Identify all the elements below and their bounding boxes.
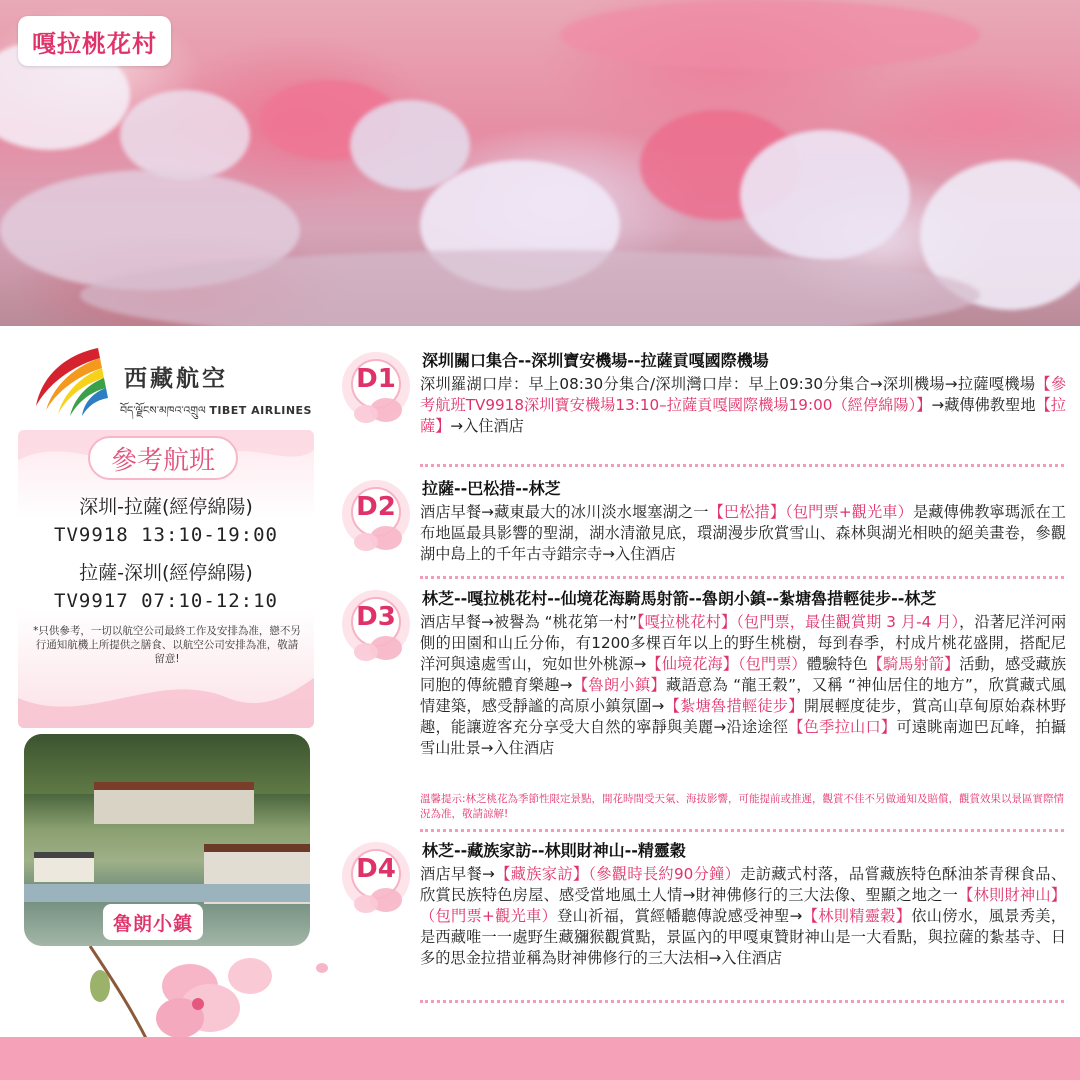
- highlight-text: 【紮塘魯措輕徒步】: [664, 697, 804, 715]
- highlight-text: 【拉薩】: [420, 396, 1066, 435]
- building: [34, 852, 94, 882]
- airline-name-chinese: 西藏航空: [124, 365, 228, 392]
- day-title: 深圳關口集合--深圳寶安機場--拉薩貢嘎國際機場: [422, 351, 769, 370]
- building: [94, 782, 254, 824]
- day-description: [420, 864, 1066, 969]
- river: [24, 884, 310, 902]
- blossom-tree: [560, 0, 980, 70]
- day-title: 林芝--藏族家訪--林則財神山--精靈穀: [422, 841, 686, 860]
- day-title: 拉薩--巴松措--林芝: [422, 479, 561, 498]
- day-description: [420, 612, 1066, 759]
- highlight-text: 【色季拉山口】: [788, 718, 897, 736]
- highlight-text: 【魯朗小鎮】: [572, 676, 666, 694]
- description-text: 藏語意為 “龍王穀”，又稱 “神仙居住的地方”，欣賞藏式風情建築，感受靜謐的高原小鎮氛圍→: [420, 676, 1066, 715]
- description-text: 酒店早餐→藏東最大的冰川淡水堰塞湖之一: [420, 503, 709, 521]
- day-badge-label: D2: [356, 492, 396, 522]
- day-title: 林芝--嘎拉桃花村--仙境花海騎馬射箭--魯朗小鎮--紮塘魯措輕徒步--林芝: [422, 589, 937, 608]
- airline-logo-block: [24, 340, 312, 420]
- dotted-divider: [420, 576, 1064, 579]
- description-text: →藏傳佛教聖地: [931, 396, 1036, 414]
- description-text: 酒店早餐→: [420, 865, 495, 883]
- highlight-text: 【仙境花海】（包門票）: [646, 655, 807, 673]
- description-text: 深圳羅湖口岸：早上08:30分集合/深圳灣口岸：早上09:30分集合→深圳機場→拉薩嘎機場: [420, 375, 1036, 393]
- description-text: 活動，感受藏族同胞的傳統體育樂趣→: [420, 655, 1067, 694]
- day-badge-label: D4: [356, 854, 396, 884]
- day-description: [420, 502, 1066, 565]
- highlight-text: 【藏族家訪】（參觀時長約90分鐘）: [494, 865, 741, 883]
- day-badge-label: D3: [356, 602, 396, 632]
- description-text: 體驗特色: [806, 655, 868, 673]
- airline-name-english: TIBET AIRLINES: [209, 404, 312, 417]
- seasonal-warning: 溫馨提示:林芝桃花為季節性限定景點，開花時間受天氣、海拔影響，可能提前或推遲，觀賞不佳不另做通知及賠償，觀賞效果以景區實際情況為准，敬請諒解!: [420, 793, 1065, 820]
- itinerary-day-1: [336, 348, 1066, 460]
- description-text: 可遠眺南迦巴瓦峰，拍攝雪山壯景→入住酒店: [420, 718, 1067, 757]
- itinerary-day-4: [336, 838, 1066, 998]
- day-badge-label: D1: [356, 364, 396, 394]
- description-text: 走訪藏式村落，品嘗藏族特色酥油茶青稞食品、欣賞民族特色房屋、感受當地風土人情→財神佛修行的三大法像、聖顯之地之一: [420, 865, 1067, 904]
- itinerary-day-2: [336, 476, 1066, 572]
- return-flight: TV9917 07:10-12:10: [54, 590, 278, 612]
- flight-disclaimer: *只供參考，一切以航空公司最終工作及安排為准，戀不另行通知航機上所提供之膳食、以航空公司安排為准，敬請留意!: [33, 625, 301, 665]
- dotted-divider: [420, 1000, 1064, 1003]
- hero-photo-peach-blossom-village: [0, 0, 1080, 326]
- highlight-text: 【林則精靈穀】: [802, 907, 912, 925]
- blossom-tree: [740, 130, 910, 260]
- reference-flights-card: [18, 430, 314, 728]
- itinerary-day-3: [336, 586, 1066, 826]
- highlight-text: 【嘎拉桃花村】（包門票，最佳觀賞期 3 月-4 月）: [636, 613, 960, 631]
- description-text: 登山祈福，賞經幡聽傳說感受神聖→: [557, 907, 803, 925]
- description-text: 開展輕度徒步，賞高山草甸原始森林野趣，能讓遊客充分享受大自然的寧靜與美麗→沿途途徑: [420, 697, 1067, 736]
- highlight-text: 【巴松措】（包門票+觀光車）: [708, 503, 913, 521]
- outbound-route: 深圳-拉薩(經停綿陽): [79, 496, 253, 518]
- dotted-divider: [420, 829, 1064, 832]
- reference-flights-title: 參考航班: [88, 436, 238, 480]
- day-description: [420, 374, 1066, 437]
- airline-name-tibetan: བོད་ལྗོངས་མཁའ་འགྲུལ: [120, 404, 206, 417]
- highlight-text: 【林則財神山】（包門票+觀光車）: [420, 886, 1067, 925]
- highlight-text: 【參考航班TV9918深圳寶安機場13:10–拉薩貢嘎國際機場19:00（經停綿陽）】: [420, 375, 1067, 414]
- tibet-airlines-logo-icon: [28, 344, 118, 418]
- description-text: ，沿著尼洋河兩側的田園和山丘分佈，有1200多棵百年以上的野生桃樹，每到春季，村成片桃花盛開，搭配尼洋河與遠處雪山，宛如世外桃源→: [420, 613, 1067, 673]
- description-text: 酒店早餐→被譽為 “桃花第一村”: [420, 613, 637, 631]
- return-route: 拉薩-深圳(經停綿陽): [79, 562, 253, 584]
- airline-name-secondary: [120, 398, 312, 429]
- description-text: →入住酒店: [450, 417, 524, 435]
- footer-band: [0, 1037, 1080, 1080]
- description-text: 是藏傳佛教寧瑪派在工布地區最具影響的聖湖，湖水清澈見底，環湖漫步欣賞雪山、森林與湖光相映的絕美畫卷，參觀湖中島上的千年古寺錯宗寺→入住酒店: [420, 503, 1066, 563]
- outbound-flight: TV9918 13:10-19:00: [54, 524, 278, 546]
- dotted-divider: [420, 464, 1064, 467]
- blossom-tree: [120, 90, 250, 180]
- town-label: 魯朗小鎮: [103, 904, 203, 940]
- peach-blossom-decoration-icon: [60, 946, 360, 1046]
- description-text: 依山傍水，風景秀美，是西藏唯一一處野生藏獼猴觀賞點，景區內的甲嘎東贊財神山是一大看點，與拉薩的紮基寺、日多的思金拉措並稱為財神佛修行的三大法相→入住酒店: [420, 907, 1067, 967]
- highlight-text: 【騎馬射箭】: [867, 655, 960, 673]
- location-badge: 嘎拉桃花村: [18, 16, 171, 66]
